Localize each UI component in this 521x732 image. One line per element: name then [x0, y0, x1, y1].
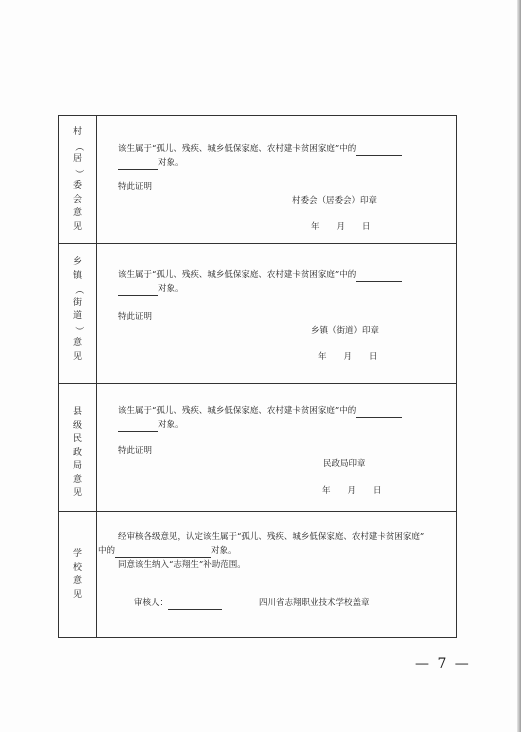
seal-text: 乡镇（街道）印章 [311, 326, 380, 336]
body-line [118, 404, 402, 418]
opinion-form-table [58, 115, 457, 638]
category-blank [356, 145, 402, 156]
seal-text: 民政局印章 [323, 459, 366, 469]
reviewer-blank [168, 599, 222, 610]
date-text: 年 月 日 [318, 352, 378, 362]
date-text: 年 月 日 [311, 222, 371, 232]
village-committee-row [59, 116, 457, 244]
label-char: 委 [72, 181, 82, 191]
body-line [118, 156, 184, 170]
civil-affairs-content [97, 384, 457, 512]
label-char: 级 [72, 420, 82, 431]
label-char: 见 [72, 589, 82, 600]
body-text: 该生属于“孤儿、残疾、城乡低保家庭、农村建卡贫困家庭”中的 [118, 270, 357, 280]
body-text: 对象。 [158, 158, 184, 168]
township-label-cell [59, 244, 97, 384]
category-blank [118, 159, 158, 170]
label-char: 居 [72, 154, 82, 164]
label-char: （ [73, 285, 84, 295]
seal-text: 村委会（居委会）印章 [292, 196, 378, 206]
village-committee-label [59, 126, 96, 234]
label-char: 意 [72, 338, 82, 348]
body-text: 该生属于“孤儿、残疾、城乡低保家庭、农村建卡贫困家庭”中的 [118, 406, 357, 416]
label-char: 县 [72, 407, 82, 417]
label-char: 会 [72, 194, 82, 205]
body-line [118, 268, 402, 282]
village-committee-label-cell [59, 116, 97, 244]
body-text: 该生属于“孤儿、残疾、城乡低保家庭、农村建卡贫困家庭”中的 [118, 144, 357, 154]
body-line [118, 142, 402, 156]
label-char: 意 [72, 474, 82, 485]
category-blank [118, 285, 158, 296]
reviewer-line [134, 596, 222, 610]
body-text: 经审核各级意见，认定该生属于“孤儿、残疾、城乡低保家庭、农村建卡贫困家庭” [118, 532, 425, 542]
body-text: 中的 [98, 546, 116, 556]
body-line [118, 418, 184, 432]
label-char: ） [73, 168, 84, 178]
category-blank [356, 407, 402, 418]
label-char: 见 [72, 488, 82, 498]
township-row [59, 244, 457, 384]
label-char: 民 [72, 434, 82, 444]
school-label [59, 548, 96, 602]
label-char: 学 [72, 549, 82, 559]
page-edge-shadow [517, 0, 521, 732]
school-row [59, 512, 457, 638]
label-char: 校 [72, 562, 82, 573]
body-line [98, 544, 237, 558]
label-char: 见 [72, 221, 82, 232]
label-char: 街 [72, 297, 82, 308]
label-char: 村 [72, 127, 82, 137]
school-content [97, 512, 457, 638]
category-blank [356, 271, 402, 282]
school-label-cell [59, 512, 97, 638]
body-text: 对象。 [158, 284, 184, 294]
label-char: 政 [72, 447, 82, 458]
label-char: 镇 [72, 270, 82, 281]
label-char: 见 [72, 351, 82, 362]
date-text: 年 月 日 [322, 486, 382, 496]
reviewer-label: 审核人： [134, 598, 169, 608]
certify-text: 特此证明 [118, 312, 153, 322]
certify-text: 特此证明 [118, 446, 153, 456]
township-content [97, 244, 457, 384]
certify-text: 特此证明 [118, 182, 153, 192]
label-char: 局 [72, 461, 82, 471]
civil-affairs-label [59, 406, 96, 501]
civil-affairs-label-cell [59, 384, 97, 512]
category-blank [118, 421, 158, 432]
civil-affairs-row [59, 384, 457, 512]
label-char: 意 [72, 208, 82, 218]
village-committee-content [97, 116, 457, 244]
label-char: （ [73, 141, 84, 151]
label-char: 意 [72, 576, 82, 586]
body-line [118, 282, 184, 296]
page-number: — 7 — [415, 656, 471, 672]
label-char: 道 [72, 311, 82, 321]
township-label [59, 256, 96, 364]
school-seal-text: 四川省志翔职业技术学校盖章 [259, 598, 370, 608]
label-char: 乡 [72, 257, 82, 267]
body-text: 同意该生纳入“志翔生”补助范围。 [118, 560, 246, 570]
category-blank [115, 547, 211, 558]
body-text: 对象。 [158, 420, 184, 430]
body-text: 对象。 [211, 546, 237, 556]
label-char: ） [73, 325, 84, 335]
